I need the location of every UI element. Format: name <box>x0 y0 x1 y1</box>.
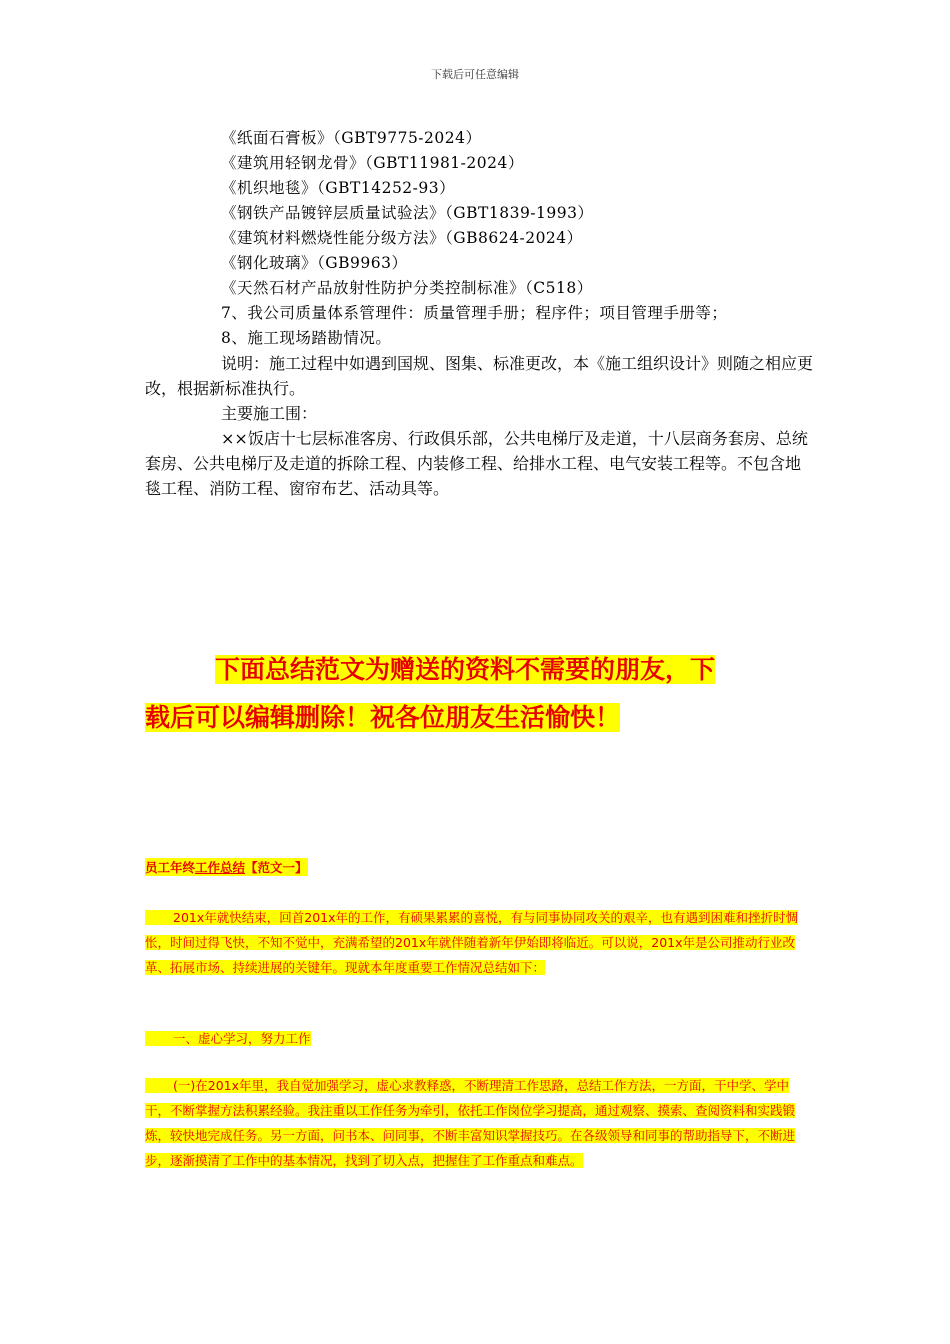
page-header: 下载后可任意编辑 <box>431 68 519 81</box>
sample-heading-1-text: 一、虚心学习，努力工作 <box>145 1031 311 1046</box>
sample-title-part-c: 【范文一】 <box>245 860 308 875</box>
list-item: 《纸面石膏板》（GBT9775-2024） <box>221 129 482 147</box>
list-item: 《建筑用轻钢龙骨》（GBT11981-2024） <box>221 154 524 172</box>
list-item: 《钢铁产品镀锌层质量试验法》（GBT1839-1993） <box>221 204 594 222</box>
list-item: 7、我公司质量体系管理件：质量管理手册；程序件；项目管理手册等； <box>221 304 728 322</box>
sample-paragraph-2-text: (一)在201x年里，我自觉加强学习，虚心求教释惑，不断理清工作思路，总结工作方法，一方面，干中学、学中干，不断掌握方法积累经验。我注重以工作任务为牵引，依托工作岗位学习提高，通过观察、摸索、查阅资料和实践锻炼，较快地完成任务。另一方面，问书本、问同事，不断丰富知识掌握技巧。在各级领导和同事的帮助指导下，不断进步，逐渐摸清了工作中的基本情况，找到了切入点，把握住了工作重点和难点。 <box>145 1078 796 1168</box>
sample-title <box>145 858 308 876</box>
list-item: 《天然石材产品放射性防护分类控制标准》（C518） <box>221 279 593 297</box>
list-item: 《建筑材料燃烧性能分级方法》（GB8624-2024） <box>221 229 583 247</box>
sample-paragraph-2 <box>145 1073 810 1173</box>
list-item: 《机织地毯》（GBT14252-93） <box>221 179 456 197</box>
scope-label: 主要施工围： <box>221 404 318 423</box>
sample-title-part-a: 员工年终 <box>145 860 196 875</box>
sample-paragraph-1-text: 201x年就快结束，回首201x年的工作，有硕果累累的喜悦，有与同事协同攻关的艰辛，也有遇到困难和挫折时惆怅，时间过得飞快，不知不觉中，充满希望的201x年就伴随着新年伊始即将临近。可以说，201x年是公司推动行业改革、拓展市场、持续进展的关键年。现就本年度重要工作情况总结如下： <box>145 910 799 975</box>
list-item: 8、施工现场踏勘情况。 <box>221 329 392 347</box>
list-item: 《钢化玻璃》（GB9963） <box>221 254 408 272</box>
sample-heading-1 <box>145 1026 810 1051</box>
sample-paragraph-1 <box>145 905 810 980</box>
promo-line-2: 载后可以编辑删除！祝各位朋友生活愉快！ <box>145 703 621 732</box>
note-paragraph: 说明：施工过程中如遇到国规、图集、标准更改，本《施工组织设计》则随之相应更改，根据新标准执行。 <box>145 354 814 398</box>
promo-line-1: 下面总结范文为赠送的资料不需要的朋友，下 <box>215 655 716 684</box>
standards-list <box>221 126 821 351</box>
promo-banner <box>145 646 815 742</box>
scope-paragraph: ××饭店十七层标准客房、行政俱乐部，公共电梯厅及走道，十八层商务套房、总统套房、公共电梯厅及走道的拆除工程、内装修工程、给排水工程、电气安装工程等。不包含地毯工程、消防工程、窗帘布艺、活动具等。 <box>145 429 808 498</box>
sample-title-link[interactable]: 工作总结 <box>195 860 246 875</box>
